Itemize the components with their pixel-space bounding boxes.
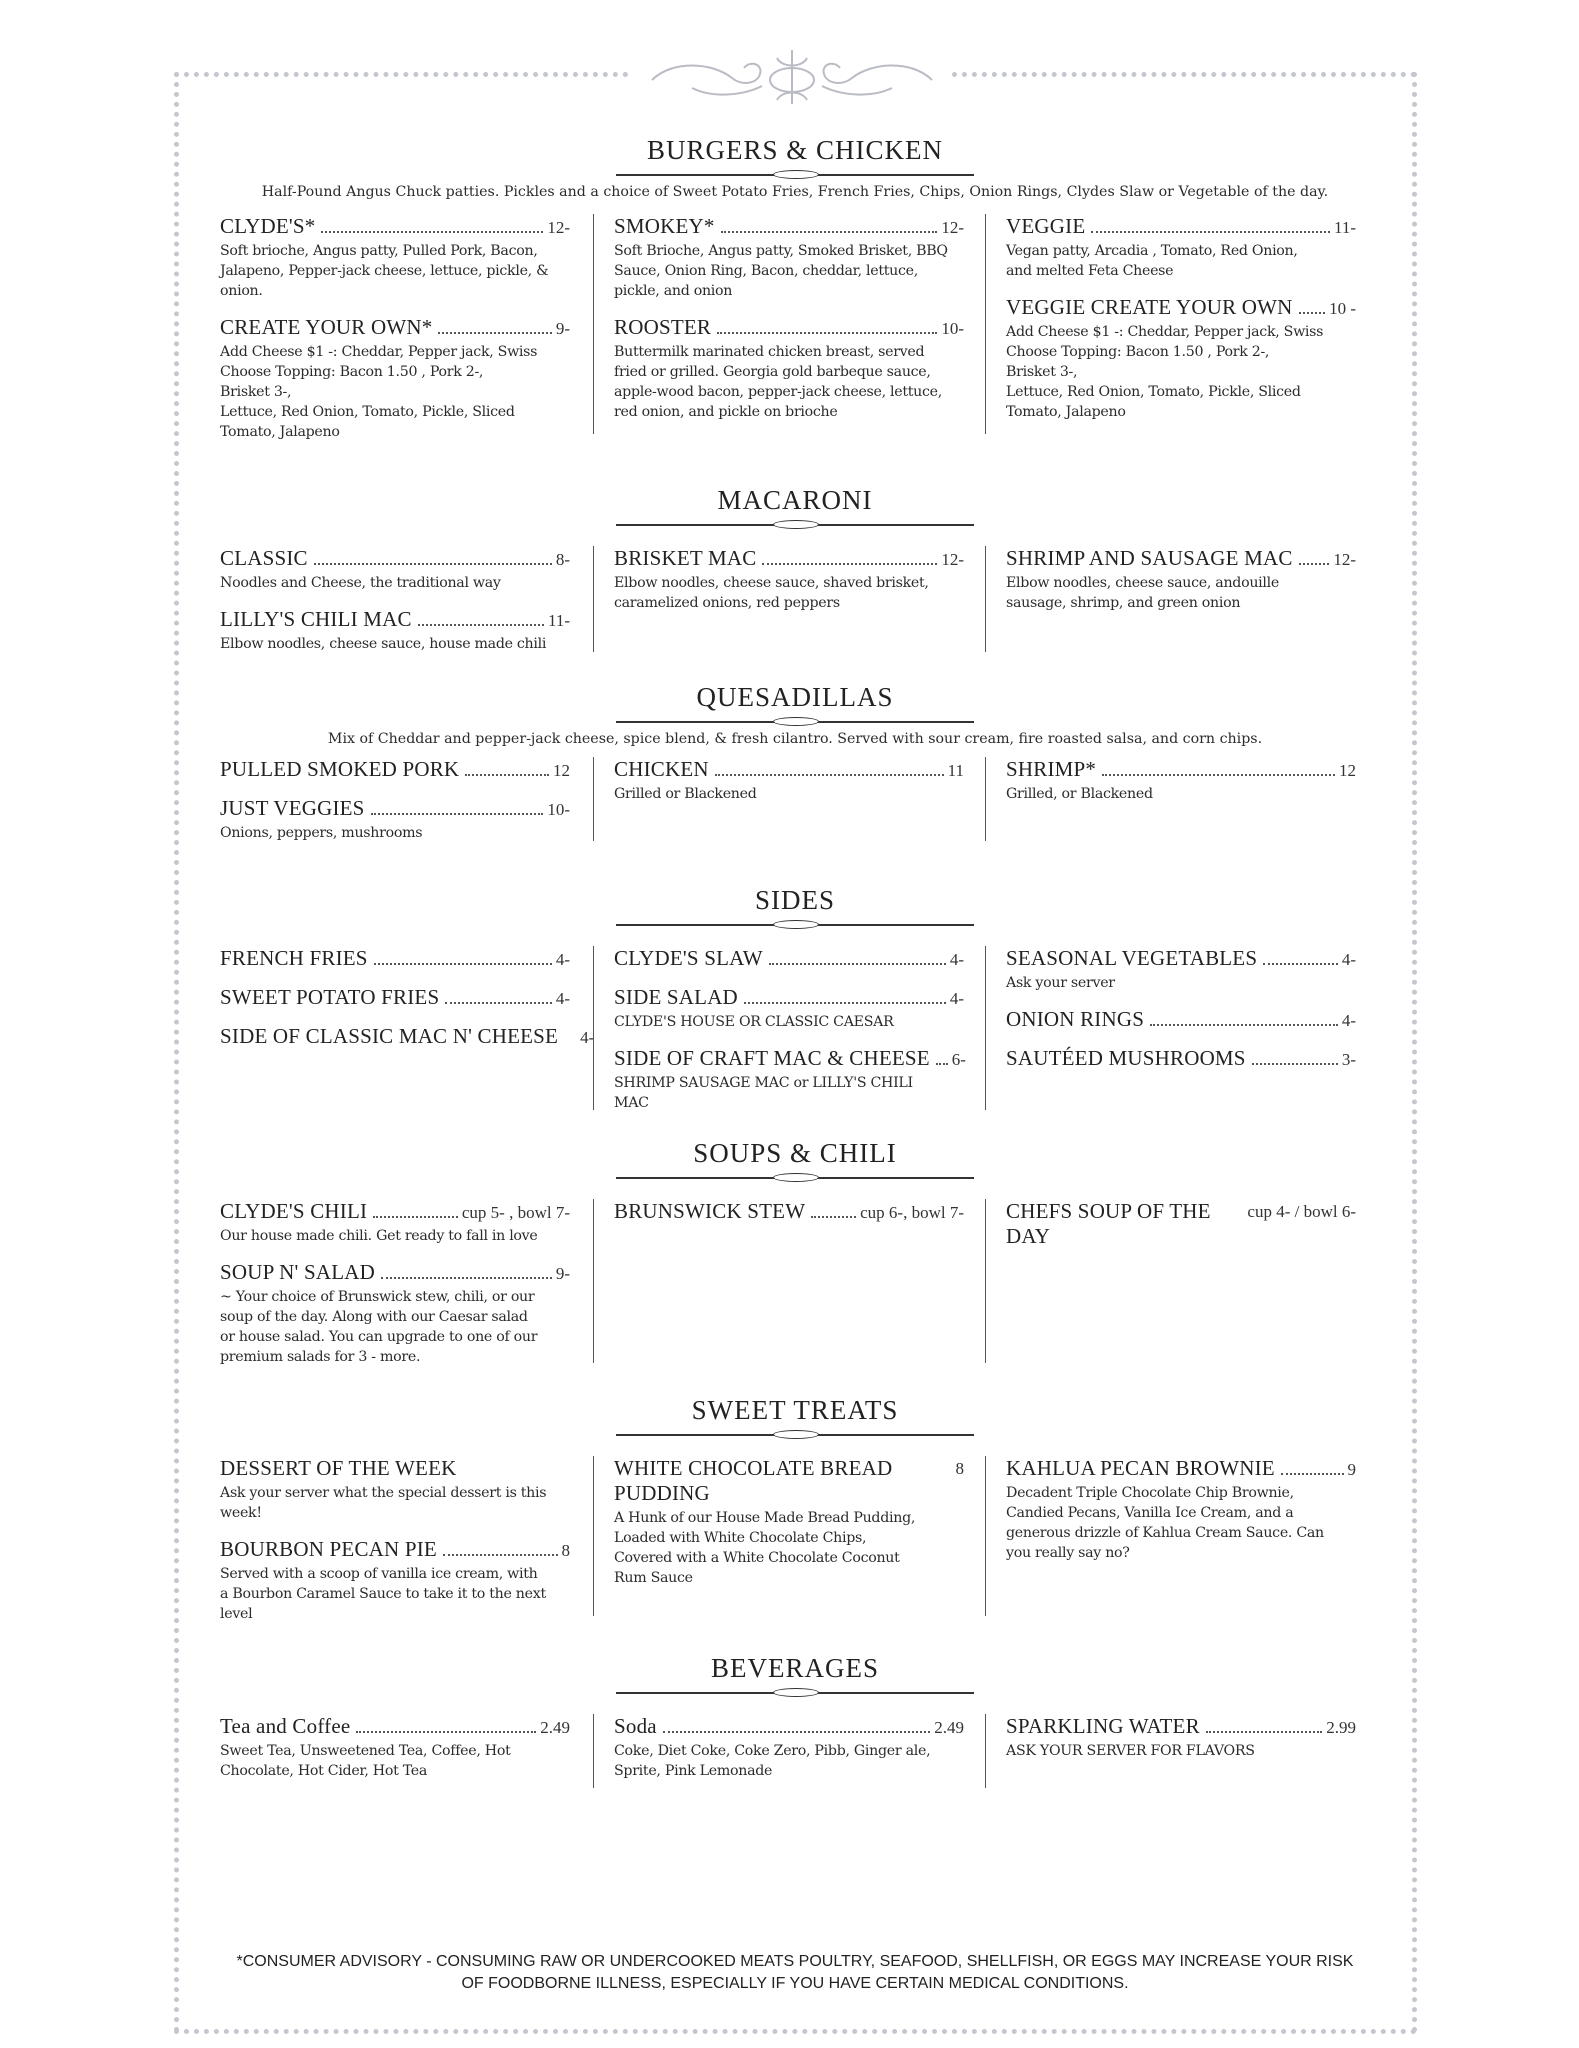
item-description: Onions, peppers, mushrooms <box>220 825 423 841</box>
menu-item <box>1006 546 1356 613</box>
item-price: cup 5- , bowl 7- <box>461 1203 570 1222</box>
menu-item <box>614 1714 964 1781</box>
item-name: FRENCH FRIES <box>220 946 368 970</box>
menu-item <box>614 946 964 971</box>
item-name: Soda <box>614 1714 657 1738</box>
item-description: Coke, Diet Coke, Coke Zero, Pibb, Ginger ale, Sprite, Pink Lemonade <box>614 1743 931 1779</box>
section-title: BURGERS & CHICKEN <box>646 135 944 165</box>
menu-columns <box>200 214 1390 440</box>
item-name: ROOSTER <box>614 315 712 339</box>
menu-columns <box>200 946 1390 1110</box>
menu-column <box>200 946 593 1110</box>
item-price: 9- <box>555 1264 570 1283</box>
item-description: Vegan patty, Arcadia , Tomato, Red Onion, and melted Feta Cheese <box>1006 243 1298 279</box>
item-price: 8 <box>561 1541 570 1560</box>
menu-column <box>593 214 986 434</box>
menu-item <box>1006 1007 1356 1032</box>
item-description: Served with a scoop of vanilla ice cream, with a Bourbon Caramel Sauce to take it to the next level <box>220 1566 546 1622</box>
item-name: SEASONAL VEGETABLES <box>1006 946 1258 970</box>
item-description: ASK YOUR SERVER FOR FLAVORS <box>1006 1743 1255 1759</box>
menu-column <box>986 757 1379 841</box>
item-description: Ask your server what the special dessert is this week! <box>220 1485 547 1521</box>
item-description: Add Cheese $1 -: Cheddar, Pepper jack, Swiss Choose Topping: Bacon 1.50 , Pork 2-, Brisket 3-, Lettuce, Red Onion, Tomato, Pickle, Sliced Tomato, Jalapeno <box>1006 324 1324 420</box>
section-sweet-treats <box>200 1395 1390 1622</box>
menu-item <box>614 1199 964 1224</box>
divider-ornament <box>616 717 974 725</box>
item-name: CHICKEN <box>614 757 709 781</box>
menu-item <box>1006 214 1356 281</box>
item-price: 11 <box>947 761 964 780</box>
item-name: SOUP N' SALAD <box>220 1260 375 1284</box>
item-name: SIDE OF CLASSIC MAC N' CHEESE <box>220 1024 559 1048</box>
menu-columns <box>200 1456 1390 1622</box>
menu-columns <box>200 757 1390 841</box>
menu-item <box>614 1456 964 1588</box>
menu-column <box>593 1456 986 1616</box>
item-price: 12 <box>553 761 570 780</box>
item-price: 4- <box>555 950 570 969</box>
section-sides <box>200 885 1390 1110</box>
menu-column <box>200 757 593 841</box>
item-price: 2.49 <box>540 1718 570 1737</box>
item-description: Elbow noodles, cheese sauce, andouille sausage, shrimp, and green onion <box>1006 575 1279 611</box>
item-name: KAHLUA PECAN BROWNIE <box>1006 1456 1275 1480</box>
divider-ornament <box>616 920 974 928</box>
menu-columns <box>200 1714 1390 1788</box>
menu-item <box>220 1260 570 1367</box>
menu-item <box>614 1046 964 1113</box>
item-name: SMOKEY* <box>614 214 715 238</box>
menu-item <box>1006 1456 1356 1563</box>
item-name: VEGGIE <box>1006 214 1086 238</box>
item-description: Buttermilk marinated chicken breast, served fried or grilled. Georgia gold barbeque sauce, apple-wood bacon, pepper-jack cheese, lettuce, red onion, and pickle on brioche <box>614 344 942 420</box>
item-description: Soft Brioche, Angus patty, Smoked Brisket, BBQ Sauce, Onion Ring, Bacon, cheddar, lettuce, pickle, and onion <box>614 243 948 299</box>
item-price: 4- <box>1341 1011 1356 1030</box>
item-description: Grilled, or Blackened <box>1006 786 1153 802</box>
item-price: 10- <box>941 319 964 338</box>
item-price: 12- <box>941 218 964 237</box>
section-title: SIDES <box>754 885 835 915</box>
menu-item <box>220 1199 570 1246</box>
menu-item <box>1006 295 1356 422</box>
item-price: 12- <box>547 218 570 237</box>
item-price: 10- <box>547 800 570 819</box>
menu-item <box>220 315 570 442</box>
section-description: Mix of Cheddar and pepper-jack cheese, spice blend, & fresh cilantro. Served with sour cream, fire roasted salsa, and corn chips. <box>327 731 1263 747</box>
item-description: CLYDE'S HOUSE OR CLASSIC CAESAR <box>614 1014 894 1030</box>
item-price: 4- <box>555 989 570 1008</box>
item-name: SPARKLING WATER <box>1006 1714 1200 1738</box>
item-description: ~ Your choice of Brunswick stew, chili, or our soup of the day. Along with our Caesar salad or house salad. You can upgrade to one of our premium salads for 3 - more. <box>220 1289 538 1365</box>
menu-column <box>593 1714 986 1788</box>
menu-item <box>1006 1714 1356 1761</box>
item-description: Add Cheese $1 -: Cheddar, Pepper jack, Swiss Choose Topping: Bacon 1.50 , Pork 2-, Brisket 3-, Lettuce, Red Onion, Tomato, Pickle, Sliced Tomato, Jalapeno <box>220 344 538 440</box>
divider-ornament <box>616 520 974 528</box>
item-description: Soft brioche, Angus patty, Pulled Pork, Bacon, Jalapeno, Pepper-jack cheese, lettuce, pickle, & onion. <box>220 243 549 299</box>
section-beverages <box>200 1653 1390 1788</box>
menu-item <box>614 757 964 804</box>
menu-item <box>1006 757 1356 804</box>
divider-ornament <box>616 1430 974 1438</box>
menu-column <box>200 1714 593 1788</box>
item-description: Noodles and Cheese, the traditional way <box>220 575 501 591</box>
section-macaroni <box>200 485 1390 652</box>
menu-item <box>1006 1046 1356 1071</box>
menu-column <box>200 546 593 652</box>
item-price: 11- <box>1333 218 1356 237</box>
item-name: LILLY'S CHILI MAC <box>220 607 412 631</box>
menu-item <box>220 985 570 1010</box>
item-name: JUST VEGGIES <box>220 796 365 820</box>
divider-ornament <box>616 1688 974 1696</box>
menu-column <box>986 1199 1379 1363</box>
item-price: 10 - <box>1329 299 1356 318</box>
menu-item <box>614 315 964 422</box>
item-name: BRISKET MAC <box>614 546 757 570</box>
item-name: VEGGIE CREATE YOUR OWN <box>1006 295 1293 319</box>
menu-column <box>593 757 986 841</box>
item-name: CLYDE'S SLAW <box>614 946 763 970</box>
item-description: Sweet Tea, Unsweetened Tea, Coffee, Hot Chocolate, Hot Cider, Hot Tea <box>220 1743 511 1779</box>
menu-item <box>1006 1199 1356 1249</box>
menu-column <box>986 946 1379 1110</box>
menu-columns <box>200 546 1390 652</box>
item-price: 4- <box>949 989 964 1008</box>
section-quesadillas <box>200 682 1390 841</box>
consumer-advisory: *CONSUMER ADVISORY - CONSUMING RAW OR UNDERCOOKED MEATS POULTRY, SEAFOOD, SHELLFISH, OR EGGS MAY INCREASE YOUR RISK OF FOODBORNE ILLNESS, ESPECIALLY IF YOU HAVE CERTAIN MEDICAL CONDITIONS. <box>236 1953 1354 1992</box>
menu-item <box>220 1537 570 1624</box>
item-name: BOURBON PECAN PIE <box>220 1537 437 1561</box>
item-description: Elbow noodles, cheese sauce, house made chili <box>220 636 547 652</box>
item-description: Elbow noodles, cheese sauce, shaved brisket, caramelized onions, red peppers <box>614 575 929 611</box>
menu-column <box>200 214 593 440</box>
item-price: 9 <box>1347 1460 1356 1479</box>
divider-ornament <box>616 170 974 178</box>
item-name: SIDE OF CRAFT MAC & CHEESE <box>614 1046 930 1070</box>
menu-item <box>1006 946 1356 993</box>
item-price: 11- <box>547 611 570 630</box>
item-price: 6- <box>951 1050 966 1069</box>
item-description: SHRIMP SAUSAGE MAC or LILLY'S CHILI MAC <box>614 1075 913 1111</box>
menu-item <box>614 985 964 1032</box>
item-name: WHITE CHOCOLATE BREAD PUDDING <box>614 1456 893 1505</box>
menu-item <box>220 214 570 301</box>
item-price: 8- <box>555 550 570 569</box>
item-price: cup 4- / bowl 6- <box>1247 1202 1356 1221</box>
item-name: SWEET POTATO FRIES <box>220 985 440 1009</box>
item-price: 9- <box>555 319 570 338</box>
section-title: BEVERAGES <box>710 1653 879 1683</box>
item-name: ONION RINGS <box>1006 1007 1145 1031</box>
item-name: CLYDE'S CHILI <box>220 1199 368 1223</box>
item-price: 4- <box>580 1028 595 1047</box>
item-description: Ask your server <box>1006 975 1115 991</box>
menu-column <box>593 1199 986 1363</box>
item-price: 8 <box>955 1459 964 1478</box>
menu-item <box>220 1714 570 1781</box>
item-price: 12- <box>1333 550 1356 569</box>
item-name: DESSERT OF THE WEEK <box>220 1456 457 1480</box>
menu-column <box>986 1456 1379 1616</box>
item-price: 2.99 <box>1326 1718 1356 1737</box>
item-description: A Hunk of our House Made Bread Pudding, Loaded with White Chocolate Chips, Covered with a White Chocolate Coconut Rum Sauce <box>614 1510 916 1586</box>
section-soups-chili <box>200 1138 1390 1363</box>
menu-column <box>986 1714 1379 1788</box>
menu-item <box>220 607 570 654</box>
item-name: SIDE SALAD <box>614 985 738 1009</box>
menu-item <box>220 1024 595 1049</box>
menu-item <box>220 946 570 971</box>
menu-columns <box>200 1199 1390 1363</box>
item-description: Grilled or Blackened <box>614 786 757 802</box>
section-title: QUESADILLAS <box>696 682 894 712</box>
item-name: CREATE YOUR OWN* <box>220 315 433 339</box>
item-name: PULLED SMOKED PORK <box>220 757 460 781</box>
item-price: 12- <box>941 550 964 569</box>
item-name: SAUTÉED MUSHROOMS <box>1006 1046 1246 1070</box>
item-name: CLYDE'S* <box>220 214 316 238</box>
menu-item <box>220 1456 570 1523</box>
menu-column <box>593 546 986 652</box>
section-title: SOUPS & CHILI <box>693 1138 897 1168</box>
section-title: MACARONI <box>717 485 873 515</box>
menu-item <box>614 546 964 613</box>
menu-column <box>986 214 1379 434</box>
menu-item <box>220 546 570 593</box>
scroll-ornament-icon <box>632 40 952 110</box>
menu-item <box>220 796 570 843</box>
item-price: 2.49 <box>934 1718 964 1737</box>
menu-column <box>200 1199 593 1363</box>
menu-column <box>986 546 1379 652</box>
menu-item <box>614 214 964 301</box>
item-name: Tea and Coffee <box>220 1714 351 1738</box>
menu-column <box>593 946 986 1110</box>
item-name: CHEFS SOUP OF THE DAY <box>1006 1199 1211 1248</box>
item-price: 12 <box>1339 761 1356 780</box>
divider-ornament <box>616 1173 974 1181</box>
menu-column <box>200 1456 593 1622</box>
section-description: Half-Pound Angus Chuck patties. Pickles and a choice of Sweet Potato Fries, French Fries, Chips, Onion Rings, Clydes Slaw or Vegetable of the day. <box>261 184 1329 200</box>
item-name: BRUNSWICK STEW <box>614 1199 806 1223</box>
item-description: Our house made chili. Get ready to fall in love <box>220 1228 538 1244</box>
item-description: Decadent Triple Chocolate Chip Brownie, Candied Pecans, Vanilla Ice Cream, and a generous drizzle of Kahlua Cream Sauce. Can you really say no? <box>1006 1485 1324 1561</box>
menu-item <box>220 757 570 782</box>
item-name: SHRIMP* <box>1006 757 1097 781</box>
item-price: cup 6-, bowl 7- <box>860 1203 964 1222</box>
item-price: 3- <box>1341 1050 1356 1069</box>
item-name: CLASSIC <box>220 546 308 570</box>
section-title: SWEET TREATS <box>691 1395 899 1425</box>
section-burgers-chicken <box>200 135 1390 440</box>
item-price: 4- <box>1341 950 1356 969</box>
item-price: 4- <box>949 950 964 969</box>
item-name: SHRIMP AND SAUSAGE MAC <box>1006 546 1293 570</box>
